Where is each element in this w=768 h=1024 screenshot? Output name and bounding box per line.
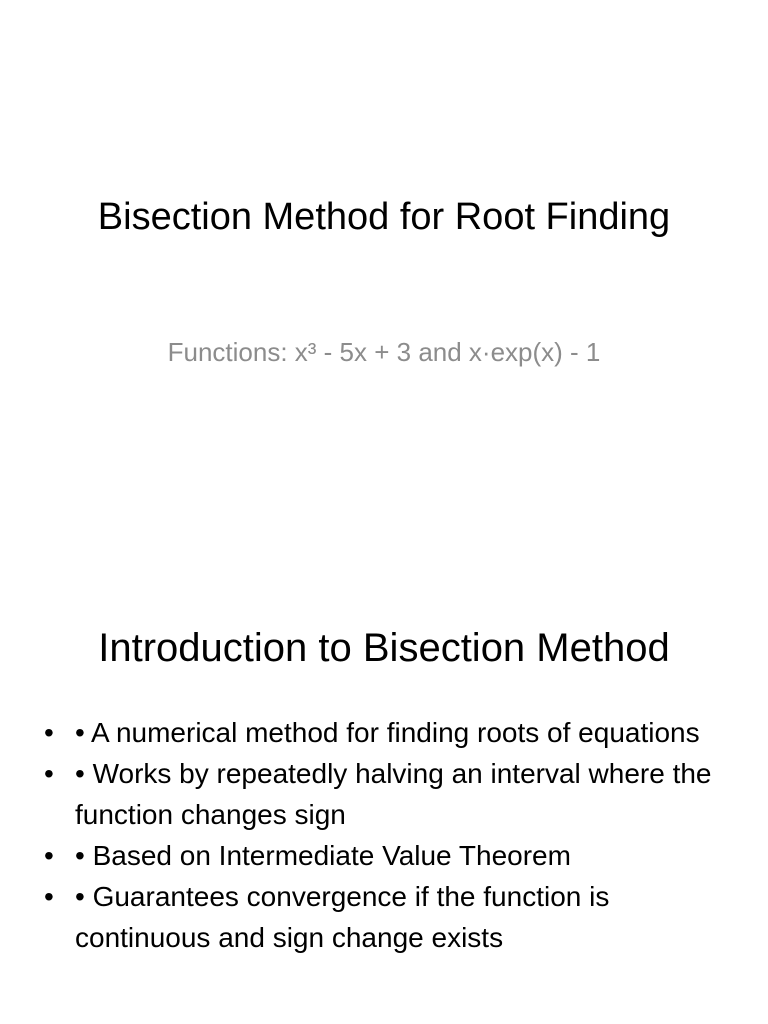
bullet-text: • Based on Intermediate Value Theorem	[75, 840, 571, 871]
bullet-dot-icon: •	[44, 717, 54, 748]
content-slide-title: Introduction to Bisection Method	[98, 626, 670, 670]
list-item	[40, 753, 740, 835]
list-item	[40, 876, 740, 958]
bullet-text: • Guarantees convergence if the function is continuous and sign change exists	[75, 881, 610, 953]
bullet-dot-icon: •	[44, 840, 54, 871]
bullet-dot-icon: •	[44, 758, 54, 789]
bullet-text: • Works by repeatedly halving an interval where the function changes sign	[75, 758, 712, 830]
slide-title: Bisection Method for Root Finding	[97, 196, 671, 238]
slide-subtitle: Functions: x³ - 5x + 3 and x·exp(x) - 1	[167, 337, 601, 367]
list-item	[40, 712, 740, 753]
bullet-dot-icon: •	[44, 881, 54, 912]
list-item	[40, 835, 740, 876]
bullet-text: • A numerical method for finding roots of equations	[75, 717, 700, 748]
content-slide	[0, 576, 768, 1024]
bullet-list	[40, 712, 740, 958]
